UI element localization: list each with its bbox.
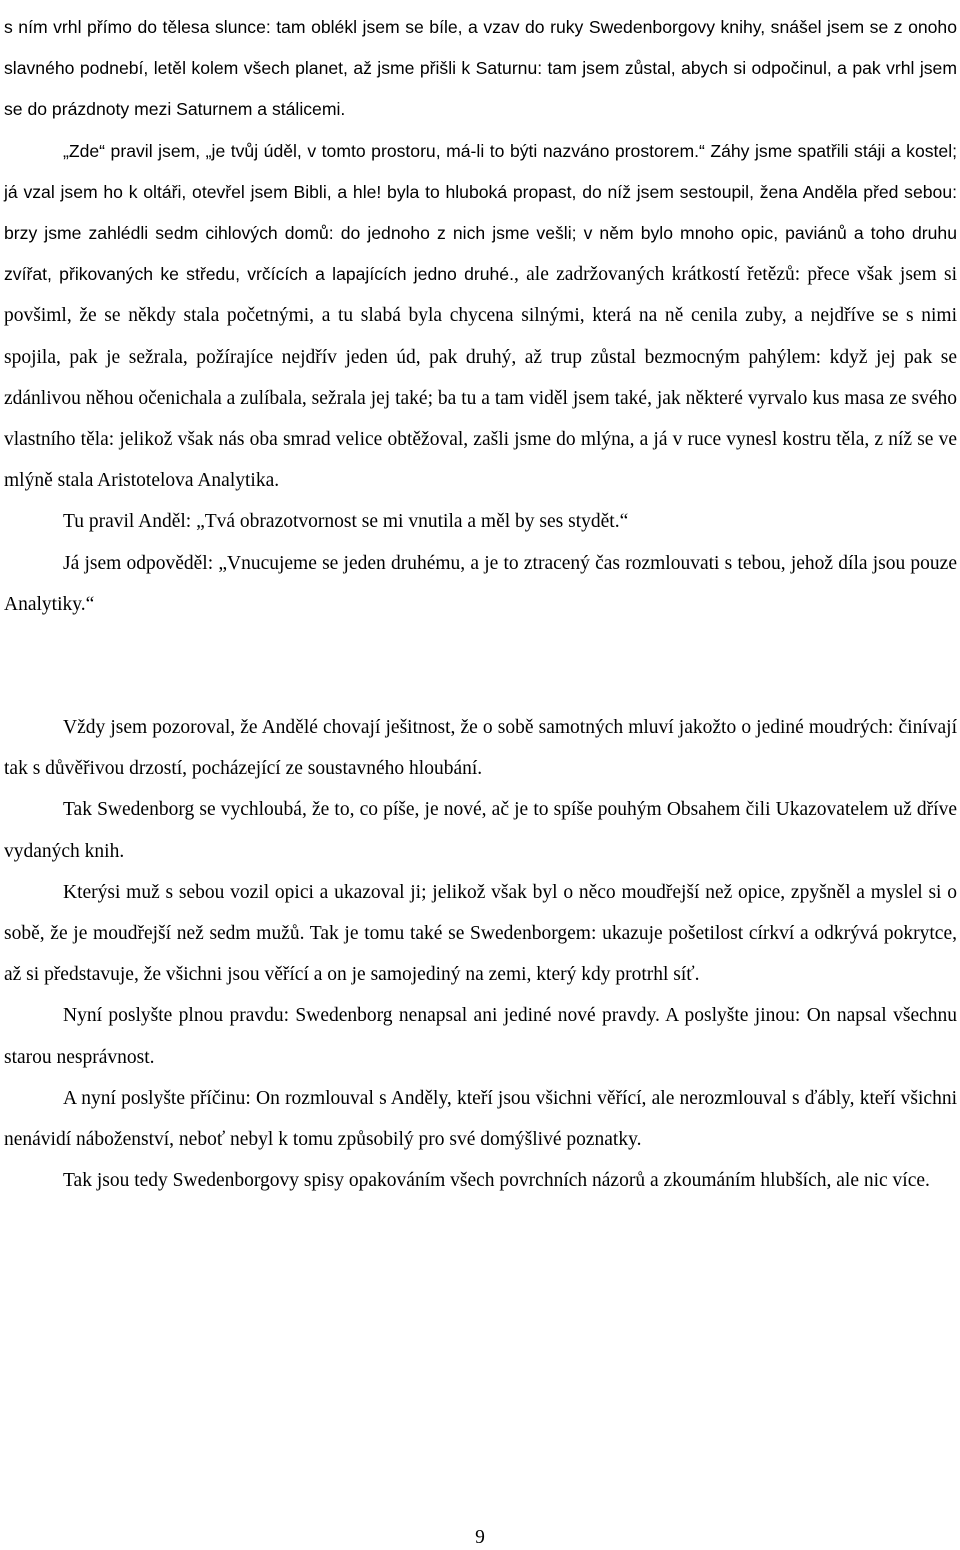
paragraph-text: Já jsem odpověděl: „Vnucujeme se jeden druhému, a je to ztracený čas rozmlouvati s tebou, jehož díla jsou pouze Analytiky.“	[4, 552, 957, 615]
paragraph-text: s ním vrhl přímo do tělesa slunce: tam oblékl jsem se bíle, a vzav do ruky Swedenborgovy knihy, snášel jsem se z onoho slavného podnebí, letěl kolem všech planet, až jsme přišli k Saturnu: tam jsem zůstal, abych si odpočinul, a pak vrhl jsem se do prázdnoty mezi Saturnem a stálicemi.	[4, 17, 957, 120]
paragraph	[4, 7, 957, 131]
paragraph-text: Vždy jsem pozoroval, že Andělé chovají ješitnost, že o sobě samotných mluví jakožto o jediné moudrých: činívají tak s důvěřivou drzostí, pocházející ze soustavného hloubání.	[4, 717, 957, 780]
paragraph-text: , ale zadržovaných krátkostí řetězů: přece však jsem si povšiml, že se někdy stala početnými, a tu slabá byla chycena silnými, která na ně cenila zuby, a nejdříve se s nimi spojila, pak je sežrala, požírajíce nejdřív jeden úd, pak druhý, až trup zůstal bezmocným pahýlem: když jej pak se zdánlivou něhou očenichala a zulíbala, sežrala jej také; ba tu a tam viděl jsem také, jak některé vyrvalo kus masa ze svého vlastního těla: jelikož však nás oba smrad velice obtěžoval, zašli jsme do mlýna, a já v ruce vynesl kostru těla, z níž se ve mlýně stala Aristotelova Analytika.	[4, 264, 957, 492]
paragraph-text: „Zde“ pravil jsem, „je tvůj úděl, v tomto prostoru, má-li to býti nazváno prostorem.“ Záhy jsme spatřili stáji a kostel; já vzal jsem ho k oltáři, otevřel jsem Bibli, a hle! byla to hluboká propast, do níž jsem sestoupil, žena Anděla před sebou: brzy jsme zahlédli sedm cihlových domů: do jednoho z nich jsme vešli; v něm bylo mnoho opic, paviánů a toho druhu zvířat, přikovaných ke středu, vrčících a lapajících jedno druhé.	[4, 140, 957, 285]
paragraph-text: Tak jsou tedy Swedenborgovy spisy opakováním všech povrchních názorů a zkoumáním hlubších, ale nic více.	[63, 1170, 930, 1192]
paragraph	[4, 1078, 957, 1160]
paragraph	[4, 501, 957, 542]
paragraph	[4, 707, 957, 789]
paragraph	[4, 872, 957, 996]
paragraph-text: Nyní poslyšte plnou pravdu: Swedenborg nenapsal ani jediné nové pravdy. A poslyšte jinou: On napsal všechnu starou nesprávnost.	[4, 1005, 957, 1068]
paragraph	[4, 131, 957, 502]
document-page	[4, 7, 957, 1201]
section-gap	[4, 625, 957, 707]
page-number: 9	[475, 1527, 485, 1548]
paragraph	[4, 543, 957, 625]
paragraph	[4, 789, 957, 871]
paragraph-text: Tak Swedenborg se vychloubá, že to, co píše, je nové, ač je to spíše pouhým Obsahem čili Ukazovatelem už dříve vydaných knih.	[4, 799, 957, 862]
paragraph-text: Tu pravil Anděl: „Tvá obrazotvornost se mi vnutila a měl by ses stydět.“	[63, 511, 629, 533]
paragraph-text: Kterýsi muž s sebou vozil opici a ukazoval ji; jelikož však byl o něco moudřejší než opice, zpyšněl a myslel si o sobě, že je moudřejší než sedm mužů. Tak je tomu také se Swedenborgem: ukazuje pošetilost církví a odkrývá pokrytce, až si představuje, že všichni jsou věřící a on je samojediný na zemi, který kdy protrhl síť.	[4, 881, 957, 986]
paragraph-text: A nyní poslyšte příčinu: On rozmlouval s Anděly, kteří jsou všichni věřící, ale nerozmlouval s ďábly, kteří všichni nenávidí náboženství, neboť nebyl k tomu způsobilý pro své domýšlivé poznatky.	[4, 1087, 957, 1151]
paragraph	[4, 995, 957, 1077]
paragraph	[4, 1160, 957, 1201]
